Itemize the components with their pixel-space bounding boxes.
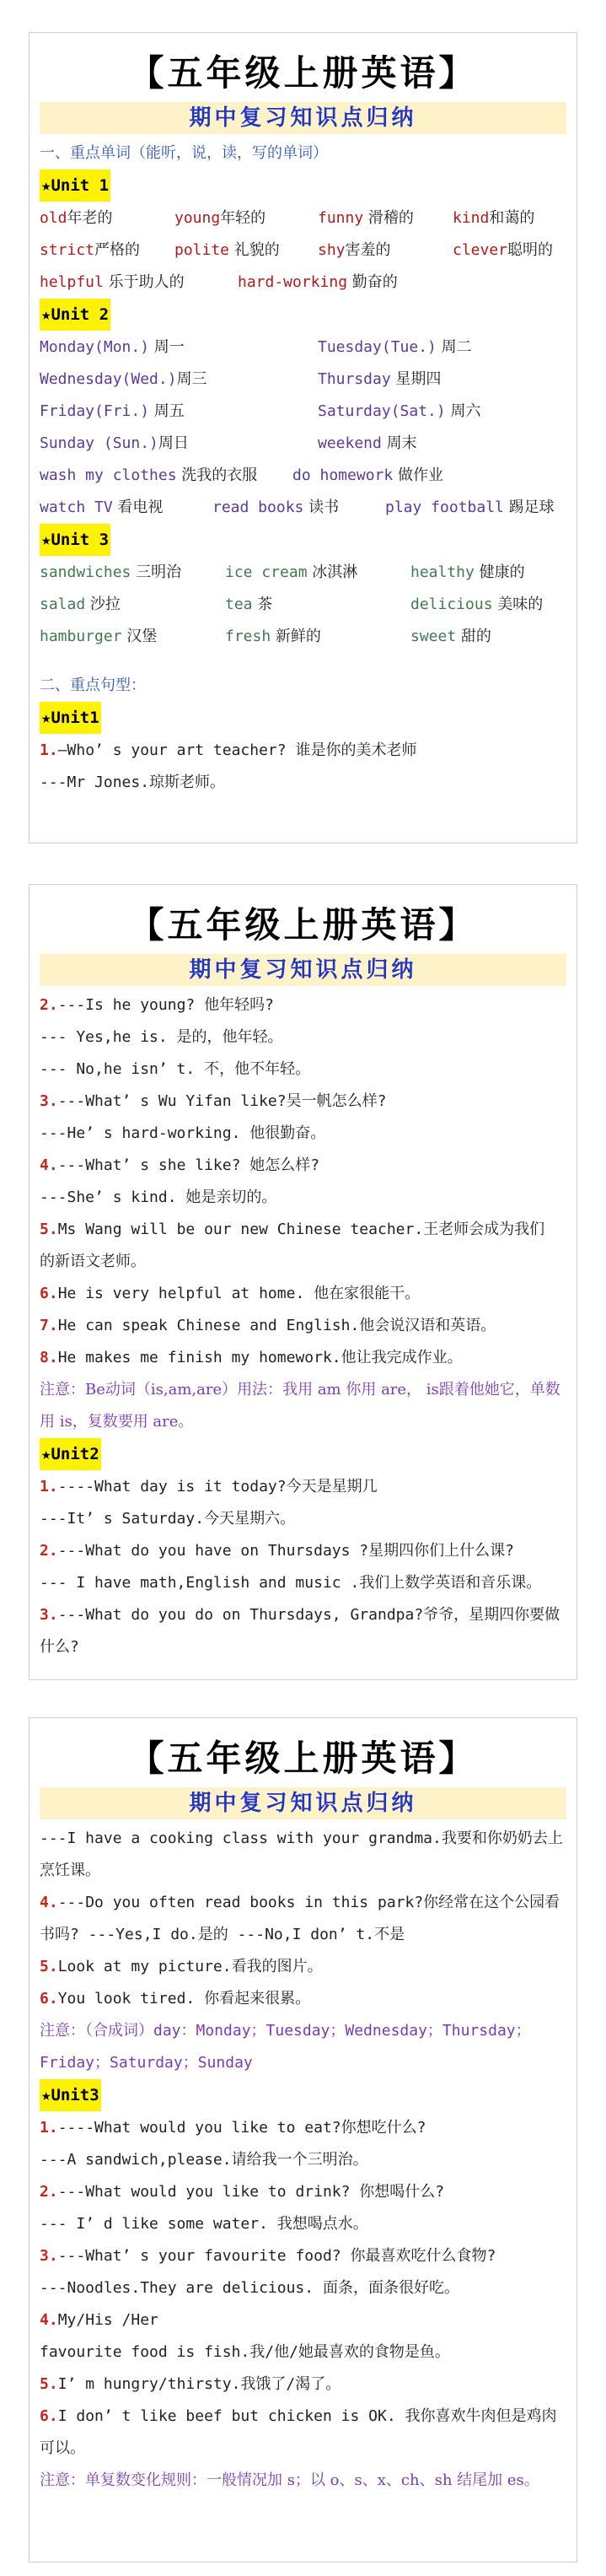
page-subtitle: 期中复习知识点归纳 [40,954,566,986]
grammar-note: 注意：（合成词）day：Monday；Tuesday；Wednesday；Thursday；Friday；Saturday；Sunday [40,2022,531,2072]
grammar-note: 注意：Be动词（is,am,are）用法：我用 am 你用 are， is跟着他她它，单数用 is，复数要用 are。 [40,1381,560,1431]
sentence-line: ---It’ s Saturday.今天星期六。 [40,1510,296,1528]
sentence-line: ---Mr Jones.琼斯老师。 [40,773,226,791]
sentence-line: 1.----What would you like to eat?你想吃什么? [40,2119,426,2137]
sentence-line: 4.My/His /Her [40,2311,158,2329]
sentence-line: --- No,he isn’ t. 不，他不年轻。 [40,1060,311,1078]
page-1 [29,32,577,843]
word-row: old年老的 young年轻的 funny 滑稽的 kind和蔼的 [40,209,535,227]
sentence-line: --- I have math,English and music .我们上数学英语和音乐课。 [40,1574,542,1592]
sentence-line: ---Noodles.They are delicious. 面条，面条很好吃。 [40,2279,459,2297]
sentence-line: 的新语文老师。 [40,1253,146,1270]
sentence-line: 2.---Is he young? 他年轻吗? [40,996,274,1014]
sentence-line: 3.---What do you do on Thursdays, Grandpa?爷爷，星期四你要做什么? [40,1606,560,1656]
word-row: hamburger 汉堡 fresh 新鲜的 sweet 甜的 [40,628,491,645]
word-row: Friday(Fri.) 周五 Saturday(Sat.) 周六 [40,402,481,420]
word-row: wash my clothes 洗我的衣服 do homework 做作业 [40,466,443,484]
sentence-line: 4.---What’ s she like? 她怎么样? [40,1156,320,1174]
sentence-line: --- I’ d like some water. 我想喝点水。 [40,2215,368,2233]
sentence-line: 6.He is very helpful at home. 他在家很能干。 [40,1285,421,1302]
word-row: Monday(Mon.) 周一 Tuesday(Tue.) 周二 [40,338,472,356]
sentence-line: 5.I’ m hungry/thirsty.我饿了/渴了。 [40,2375,341,2393]
sentence-line: 3.---What’ s Wu Yifan like?吴一帆怎么样? [40,1092,387,1110]
word-row: helpful 乐于助人的 hard-working 勤奋的 [40,273,398,291]
grammar-note: 注意：单复数变化规则：一般情况加 s；以 o、s、x、ch、sh 结尾加 es。 [40,2471,539,2489]
unit-label: ★Unit1 [40,702,566,735]
page-subtitle: 期中复习知识点归纳 [40,102,566,134]
sentence-line: 4.---Do you often read books in this park?你经常在这个公园看书吗? ---Yes,I do.是的 ---No,I don’ t.不是 [40,1894,560,1943]
page-subtitle: 期中复习知识点归纳 [40,1787,566,1819]
page-2 [29,884,577,1680]
word-row: strict严格的 polite 礼貌的 shy害羞的 clever聪明的 [40,241,554,259]
word-row: Sunday (Sun.)周日 weekend 周末 [40,434,417,452]
unit-label: ★Unit 1 [40,170,566,202]
page-title: 【五年级上册英语】 [128,904,478,946]
sentence-line: 1.----What day is it today?今天是星期几 [40,1478,378,1495]
sentence-line: 2.---What would you like to drink? 你想喝什么? [40,2183,445,2201]
word-row: watch TV 看电视 read books 读书 play football 踢足球 [40,498,555,516]
unit-label: ★Unit 2 [40,299,566,331]
page-title: 【五年级上册英语】 [128,52,478,94]
sentence-line: favourite food is fish.我/他/她最喜欢的食物是鱼。 [40,2343,450,2361]
word-row: salad 沙拉 tea 茶 delicious 美味的 [40,595,544,613]
sentence-line: ---I have a cooking class with your grandma.我要和你奶奶去上烹饪课。 [40,1830,563,1879]
sentence-line: 6.I don’ t like beef but chicken is OK. 我你喜欢牛肉但是鸡肉可以。 [40,2407,557,2457]
sentence-line: 2.---What do you have on Thursdays ?星期四你们上什么课? [40,1542,514,1560]
sentence-line: 5.Ms Wang will be our new Chinese teacher.王老师会成为我们 [40,1221,545,1238]
page-title: 【五年级上册英语】 [128,1738,478,1779]
page-3 [29,1717,577,2563]
sentence-line: ---He’ s hard-working. 他很勤奋。 [40,1124,326,1142]
sentence-line: 8.He makes me finish my homework.他让我完成作业。 [40,1349,463,1366]
sentence-line: 1.—Who’ s your art teacher? 谁是你的美术老师 [40,741,417,759]
unit-label: ★Unit 3 [40,524,566,557]
unit-label: ★Unit2 [40,1438,566,1471]
sentence-line: 6.You look tired. 你看起来很累。 [40,1990,311,2007]
word-row: Wednesday(Wed.)周三 Thursday 星期四 [40,370,442,388]
section-heading-sentences: 二、重点句型： [40,676,146,694]
unit-label: ★Unit3 [40,2079,566,2112]
word-row: sandwiches 三明治 ice cream 冰淇淋 healthy 健康的 [40,563,525,581]
sentence-line: ---She’ s kind. 她是亲切的。 [40,1188,277,1206]
sentence-line: 3.---What’ s your favourite food? 你最喜欢吃什么食物? [40,2247,496,2265]
sentence-line: 5.Look at my picture.看我的图片。 [40,1958,323,1975]
sentence-line: 7.He can speak Chinese and English.他会说汉语和英语。 [40,1317,496,1334]
section-heading-words: 一、重点单词（能听，说，读，写的单词） [40,144,328,162]
sentence-line: --- Yes,he is. 是的，他年轻。 [40,1028,283,1046]
sentence-line: ---A sandwich,please.请给我一个三明治。 [40,2151,368,2169]
